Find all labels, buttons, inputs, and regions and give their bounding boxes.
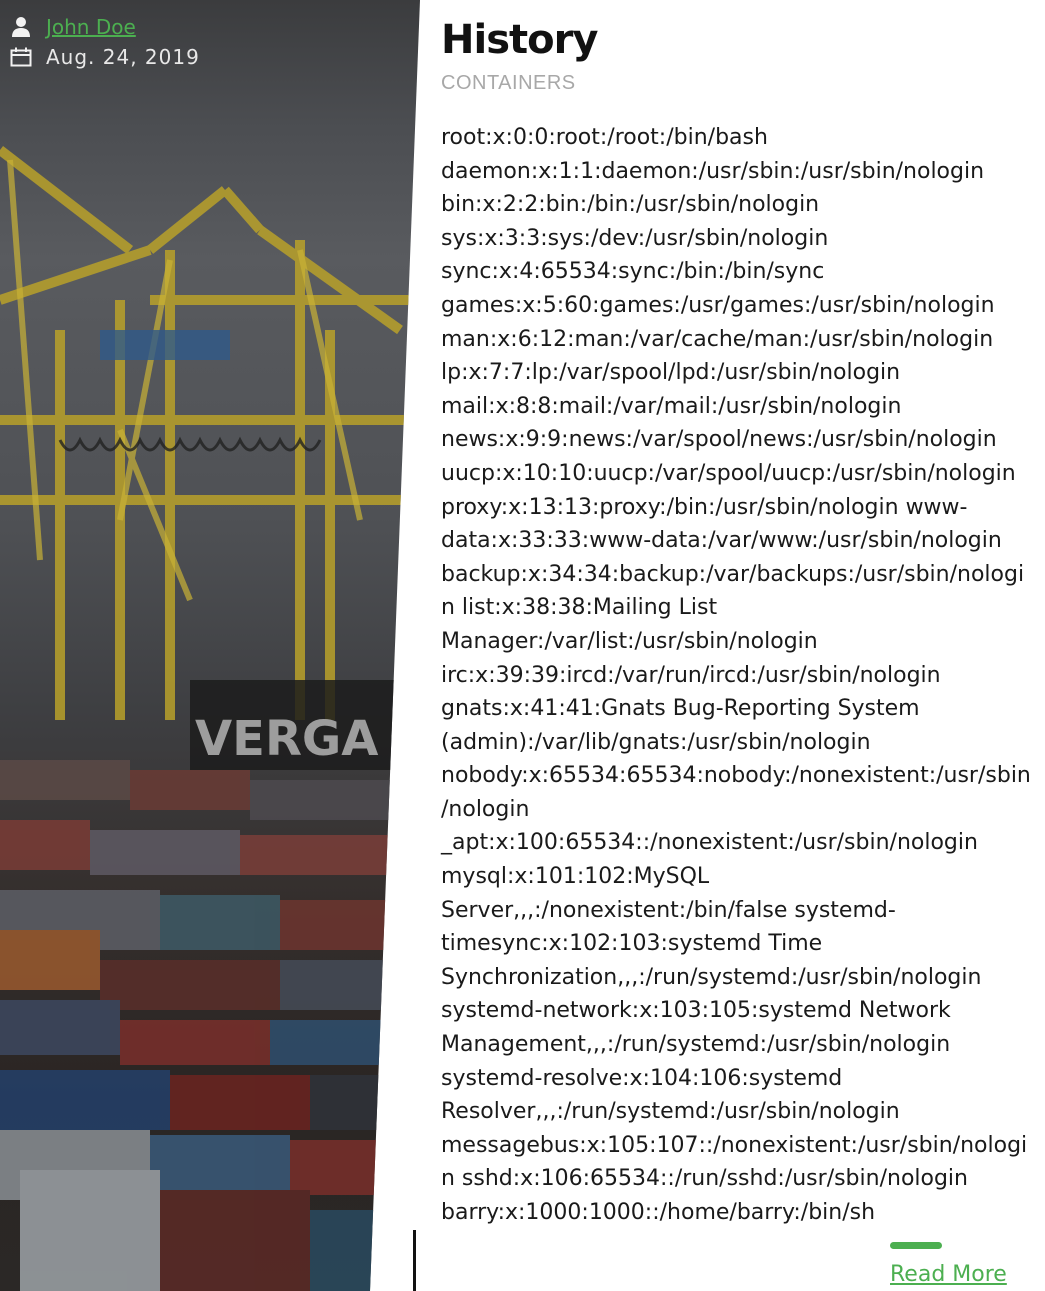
post-content: [441, 14, 1031, 1230]
divider-line: [413, 1230, 416, 1291]
date-row: [10, 42, 200, 72]
post-category: CONTAINERS: [441, 72, 576, 94]
port-photo: [0, 0, 420, 1291]
post-title: History: [441, 17, 598, 63]
post-body: root:x:0:0:root:/root:/bin/bash daemon:x:1:1:daemon:/usr/sbin:/usr/sbin/nologin bin:x:2:2:bin:/bin:/usr/sbin/nologin sys:x:3:3:sys:/dev:/usr/sbin/nologin sync:x:4:65534:sync:/bin:/bin/sync games:x:5:60:games:/usr/games:/usr/sbin/nologin man:x:6:12:man:/var/cache/man:/usr/sbin/nologin lp:x:7:7:lp:/var/spool/lpd:/usr/sbin/nologin mail:x:8:8:mail:/var/mail:/usr/sbin/nologin news:x:9:9:news:/var/spool/news:/usr/sbin/nologin uucp:x:10:10:uucp:/var/spool/uucp:/usr/sbin/nologin proxy:x:13:13:proxy:/bin:/usr/sbin/nologin www-data:x:33:33:www-data:/var/www:/usr/sbin/nologin backup:x:34:34:backup:/var/backups:/usr/sbin/nologin list:x:38:38:Mailing List Manager:/var/list:/usr/sbin/nologin irc:x:39:39:ircd:/var/run/ircd:/usr/sbin/nologin gnats:x:41:41:Gnats Bug-Reporting System (admin):/var/lib/gnats:/usr/sbin/nologin nobody:x:65534:65534:nobody:/nonexistent:/usr/sbin/nologin _apt:x:100:65534::/nonexistent:/usr/sbin/nologin mysql:x:101:102:MySQL Server,,,:/nonexistent:/bin/false systemd-timesync:x:102:103:systemd Time Synchronization,,,:/run/systemd:/usr/sbin/nologin systemd-network:x:103:105:systemd Network Management,,,:/run/systemd:/usr/sbin/nologin systemd-resolve:x:104:106:systemd Resolver,,,:/run/systemd:/usr/sbin/nologin messagebus:x:105:107::/nonexistent:/usr/sbin/nologin sshd:x:106:65534::/run/sshd:/usr/sbin/nologin barry:x:1000:1000::/home/barry:/bin/sh: [441, 125, 1031, 1225]
calendar-icon: [10, 46, 32, 68]
user-icon: [10, 16, 32, 38]
svg-text:VERGA: VERGA: [195, 711, 379, 767]
author-link[interactable]: John Doe: [46, 15, 136, 39]
read-more-accent-bar: [890, 1242, 942, 1249]
read-more-link[interactable]: Read More: [890, 1262, 1007, 1287]
post-image: [0, 0, 420, 1291]
post-meta: [10, 12, 200, 72]
author-row: [10, 12, 200, 42]
post-date: Aug. 24, 2019: [46, 45, 200, 69]
